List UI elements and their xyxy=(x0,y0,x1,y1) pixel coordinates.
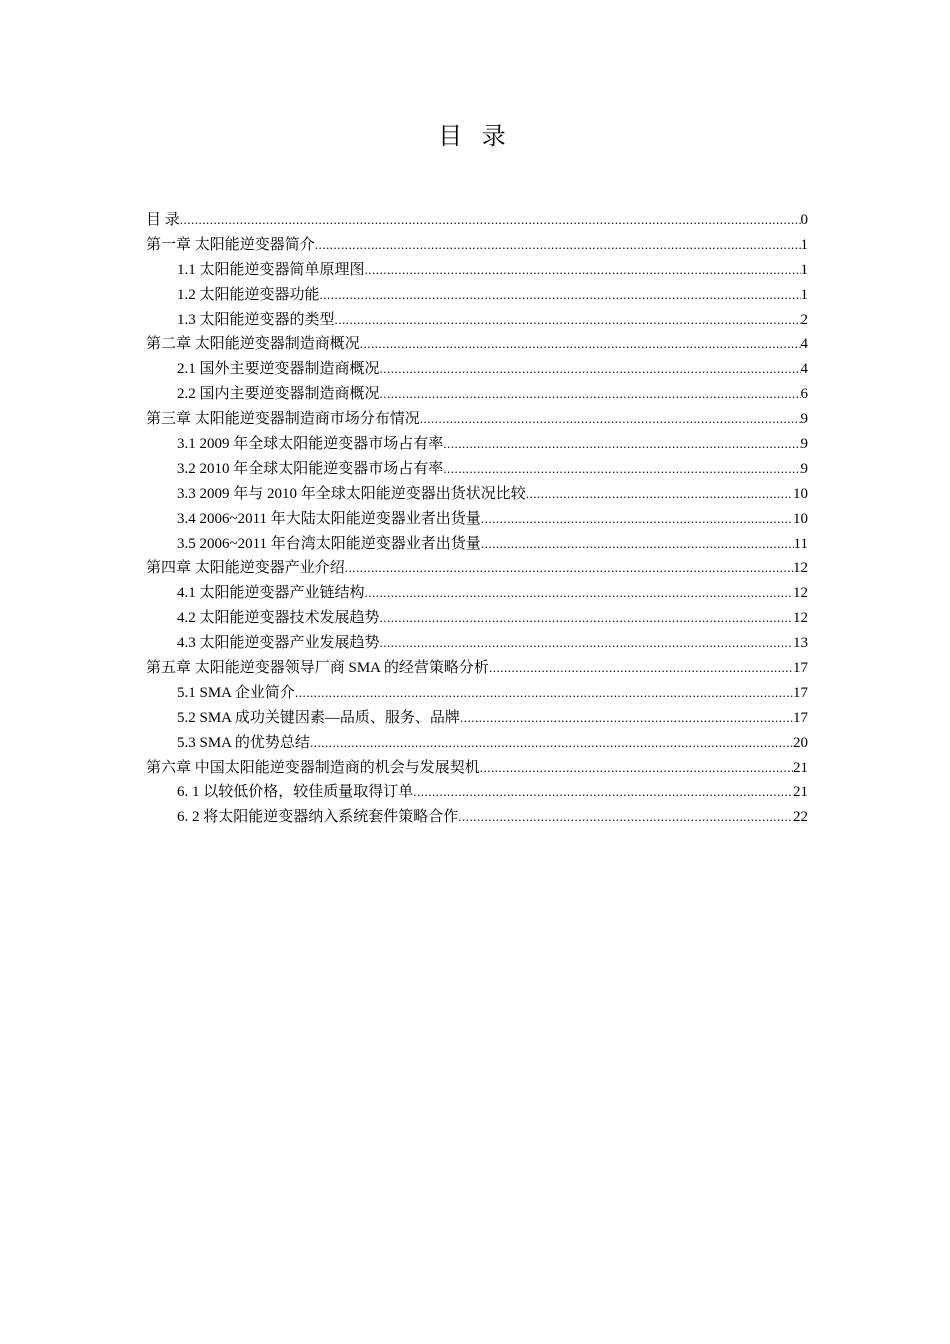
toc-page-number: 4 xyxy=(800,336,808,353)
toc-entry[interactable] xyxy=(146,756,808,781)
toc-page-number: 22 xyxy=(793,809,808,826)
toc-entry-label: 5.1 SMA 企业简介 xyxy=(177,684,295,701)
toc-entry-label: 3.5 2006~2011 年台湾太阳能逆变器业者出货量 xyxy=(177,535,481,552)
toc-page-number: 21 xyxy=(793,784,808,801)
toc-page-number: 12 xyxy=(793,560,808,577)
toc-entry-label: 2.2 国内主要逆变器制造商概况 xyxy=(177,386,380,403)
toc-dot-leader xyxy=(310,731,793,756)
toc-entry[interactable] xyxy=(146,731,808,756)
toc-entry[interactable] xyxy=(146,606,808,631)
toc-entry-label: 4.1 太阳能逆变器产业链结构 xyxy=(177,585,365,602)
toc-entry[interactable] xyxy=(146,681,808,706)
toc-dot-leader xyxy=(360,332,801,357)
toc-page-number: 1 xyxy=(800,286,808,303)
toc-page-number: 9 xyxy=(800,460,808,477)
toc-entry-label: 第二章 太阳能逆变器制造商概况 xyxy=(146,336,360,353)
toc-page-number: 20 xyxy=(793,734,808,751)
toc-entry-label: 5.3 SMA 的优势总结 xyxy=(177,734,310,751)
toc-page-number: 21 xyxy=(793,759,808,776)
toc-dot-leader xyxy=(481,532,794,557)
toc-dot-leader xyxy=(315,233,801,258)
toc-dot-leader xyxy=(380,382,801,407)
toc-entry[interactable] xyxy=(146,507,808,532)
toc-page-number: 1 xyxy=(800,236,808,253)
toc-entry-label: 3.3 2009 年与 2010 年全球太阳能逆变器出货状况比较 xyxy=(177,485,526,502)
toc-dot-leader xyxy=(365,258,801,283)
toc-entry[interactable] xyxy=(146,233,808,258)
toc-entry[interactable] xyxy=(146,208,808,233)
toc-entry-label: 第三章 太阳能逆变器制造商市场分布情况 xyxy=(146,411,420,428)
toc-page-number: 2 xyxy=(800,311,808,328)
page-title: 目 录 xyxy=(438,122,512,150)
toc-page-number: 10 xyxy=(793,510,808,527)
toc-entry-label: 第四章 太阳能逆变器产业介绍 xyxy=(146,560,345,577)
toc-dot-leader xyxy=(335,308,801,333)
toc-dot-leader xyxy=(480,756,793,781)
toc-entry-label: 5.2 SMA 成功关键因素—品质、服务、品牌 xyxy=(177,709,460,726)
toc-dot-leader xyxy=(420,407,801,432)
toc-entry[interactable] xyxy=(146,357,808,382)
toc-dot-leader xyxy=(320,283,801,308)
toc-entry-label: 1.2 太阳能逆变器功能 xyxy=(177,286,320,303)
toc-entry[interactable] xyxy=(146,631,808,656)
toc-page-number: 12 xyxy=(793,585,808,602)
toc-entry-label: 目 录 xyxy=(146,212,180,228)
toc-page-number: 13 xyxy=(793,635,808,652)
toc-entry[interactable] xyxy=(146,308,808,333)
toc-dot-leader xyxy=(365,581,793,606)
toc-page-number: 1 xyxy=(800,261,808,278)
toc-entry-label: 第一章 太阳能逆变器简介 xyxy=(146,236,315,253)
toc-entry-label: 4.2 太阳能逆变器技术发展趋势 xyxy=(177,610,380,627)
toc-entry-label: 3.2 2010 年全球太阳能逆变器市场占有率 xyxy=(177,460,444,477)
toc-dot-leader xyxy=(380,631,793,656)
toc-dot-leader xyxy=(526,482,793,507)
toc-dot-leader xyxy=(380,606,793,631)
toc-dot-leader xyxy=(345,556,793,581)
toc-entry-label: 4.3 太阳能逆变器产业发展趋势 xyxy=(177,635,380,652)
toc-entry-label: 1.1 太阳能逆变器简单原理图 xyxy=(177,261,365,278)
toc-page-number: 9 xyxy=(800,411,808,428)
toc-page-number: 17 xyxy=(793,660,808,677)
toc-entry[interactable] xyxy=(146,805,808,830)
toc-dot-leader xyxy=(380,357,801,382)
toc-dot-leader xyxy=(295,681,793,706)
toc-page-number: 17 xyxy=(793,709,808,726)
toc-entry[interactable] xyxy=(146,457,808,482)
toc-entry[interactable] xyxy=(146,706,808,731)
toc-entry[interactable] xyxy=(146,283,808,308)
toc-entry-label: 2.1 国外主要逆变器制造商概况 xyxy=(177,361,380,378)
toc-entry-label: 第六章 中国太阳能逆变器制造商的机会与发展契机 xyxy=(146,759,480,776)
toc-dot-leader xyxy=(481,507,793,532)
toc-dot-leader xyxy=(458,805,793,830)
toc-page-number: 9 xyxy=(800,436,808,453)
toc-page-number: 17 xyxy=(793,684,808,701)
toc-entry[interactable] xyxy=(146,780,808,805)
toc-page-number: 12 xyxy=(793,610,808,627)
toc-entry[interactable] xyxy=(146,258,808,283)
toc-page-number: 6 xyxy=(800,386,808,403)
toc-entry[interactable] xyxy=(146,432,808,457)
toc-entry[interactable] xyxy=(146,656,808,681)
toc-entry-label: 1.3 太阳能逆变器的类型 xyxy=(177,311,335,328)
toc-entry-label: 3.1 2009 年全球太阳能逆变器市场占有率 xyxy=(177,436,444,453)
toc-entry-label: 第五章 太阳能逆变器领导厂商 SMA 的经营策略分析 xyxy=(146,660,489,677)
toc-page-number: 10 xyxy=(793,485,808,502)
toc-entry[interactable] xyxy=(146,532,808,557)
toc-entry-label: 3.4 2006~2011 年大陆太阳能逆变器业者出货量 xyxy=(177,510,481,527)
toc-entry[interactable] xyxy=(146,332,808,357)
toc-dot-leader xyxy=(180,208,801,233)
toc-entry[interactable] xyxy=(146,581,808,606)
toc-entry-label: 6. 1 以较低价格，较佳质量取得订单 xyxy=(177,784,414,801)
toc-dot-leader xyxy=(413,780,793,805)
toc-entry[interactable] xyxy=(146,382,808,407)
toc-page-number: 0 xyxy=(800,212,808,228)
toc-entry-label: 6. 2 将太阳能逆变器纳入系统套件策略合作 xyxy=(177,809,459,826)
toc-entry[interactable] xyxy=(146,556,808,581)
toc-entry[interactable] xyxy=(146,407,808,432)
toc-page-number: 4 xyxy=(800,361,808,378)
toc-entry[interactable] xyxy=(146,482,808,507)
toc-dot-leader xyxy=(443,457,800,482)
table-of-contents xyxy=(146,208,808,830)
toc-page-number: 11 xyxy=(793,535,808,552)
toc-dot-leader xyxy=(443,432,800,457)
toc-dot-leader xyxy=(489,656,793,681)
toc-dot-leader xyxy=(460,706,793,731)
